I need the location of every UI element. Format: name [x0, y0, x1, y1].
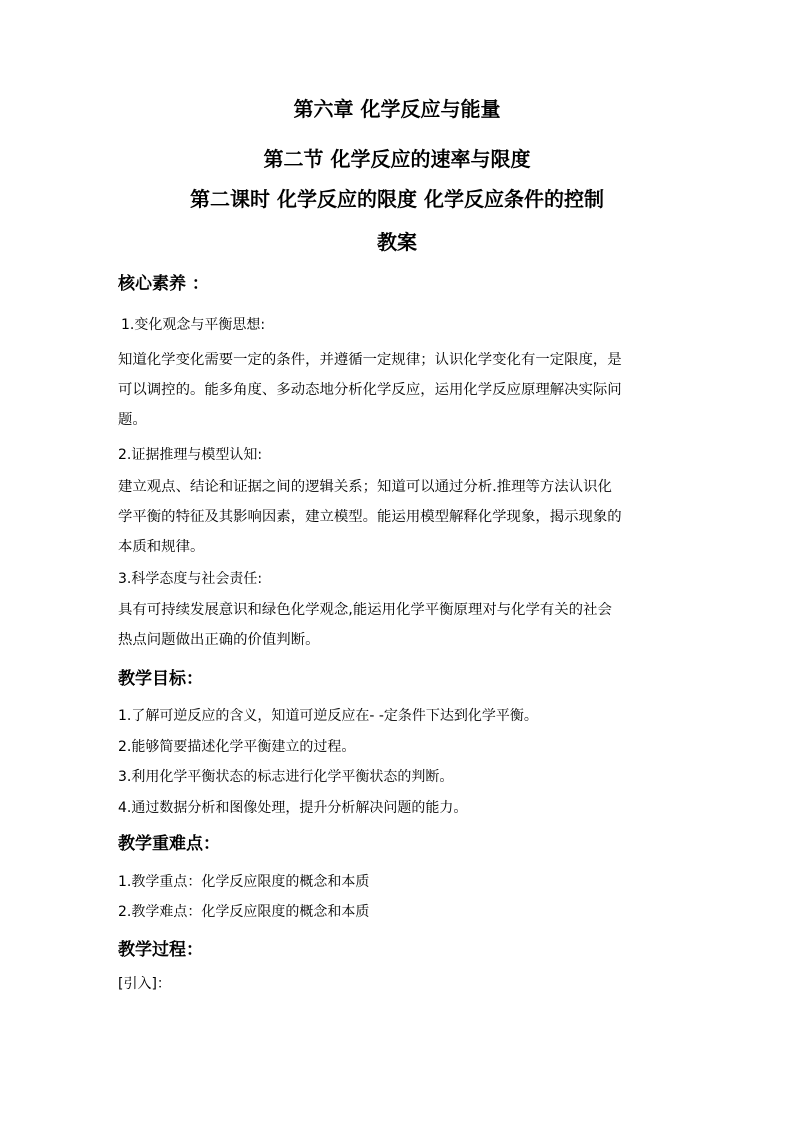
objective-item: 3.利用化学平衡状态的标志进行化学平衡状态的判断。 — [118, 769, 454, 785]
text-line: 题。 — [118, 412, 147, 428]
text-line: 建立观点、结论和证据之间的逻辑关系；知道可以通过分析.推理等方法认识化 — [118, 479, 612, 495]
text-line: 热点问题做出正确的价值判断。 — [118, 632, 320, 648]
key-points-heading: 教学重难点： — [118, 834, 220, 854]
process-intro: [引入]： — [118, 976, 171, 992]
literacy-item-1-title: 1.变化观念与平衡思想: — [121, 317, 266, 333]
process-heading: 教学过程： — [118, 940, 203, 960]
text-line: 具有可持续发展意识和绿色化学观念,能运用化学平衡原理对与化学有关的社会 — [118, 602, 612, 618]
key-point-item: 1.教学重点：化学反应限度的概念和本质 — [118, 874, 370, 890]
key-point-item: 2.教学难点：化学反应限度的概念和本质 — [118, 904, 370, 920]
core-literacy-heading: 核心素养 ： — [118, 274, 209, 294]
literacy-item-2-text — [118, 472, 678, 562]
objective-item: 1.了解可逆反应的含义，知道可逆反应在- -定条件下达到化学平衡。 — [118, 708, 538, 724]
literacy-item-2-title: 2.证据推理与模型认知: — [118, 447, 263, 463]
objective-item: 2.能够简要描述化学平衡建立的过程。 — [118, 739, 356, 755]
text-line: 学平衡的特征及其影响因素，建立模型。能运用模型解释化学现象，揭示现象的 — [118, 509, 622, 525]
literacy-item-1-text — [118, 345, 678, 435]
literacy-item-3-title: 3.科学态度与社会责任: — [118, 571, 263, 587]
literacy-item-3-text — [118, 595, 678, 655]
text-line: 本质和规律。 — [118, 539, 205, 555]
chapter-title: 第六章 化学反应与能量 — [293, 97, 501, 121]
lesson-title: 第二课时 化学反应的限度 化学反应条件的控制 — [190, 187, 604, 211]
objectives-heading: 教学目标： — [118, 669, 203, 689]
objective-item: 4.通过数据分析和图像处理，提升分析解决问题的能力。 — [118, 800, 468, 816]
text-line: 可以调控的。能多角度、多动态地分析化学反应，运用化学反应原理解决实际问 — [118, 382, 622, 398]
doc-type-title: 教案 — [377, 230, 417, 254]
text-line: 知道化学变化需要一定的条件，并遵循一定规律；认识化学变化有一定限度，是 — [118, 352, 622, 368]
section-title: 第二节 化学反应的速率与限度 — [263, 147, 531, 171]
